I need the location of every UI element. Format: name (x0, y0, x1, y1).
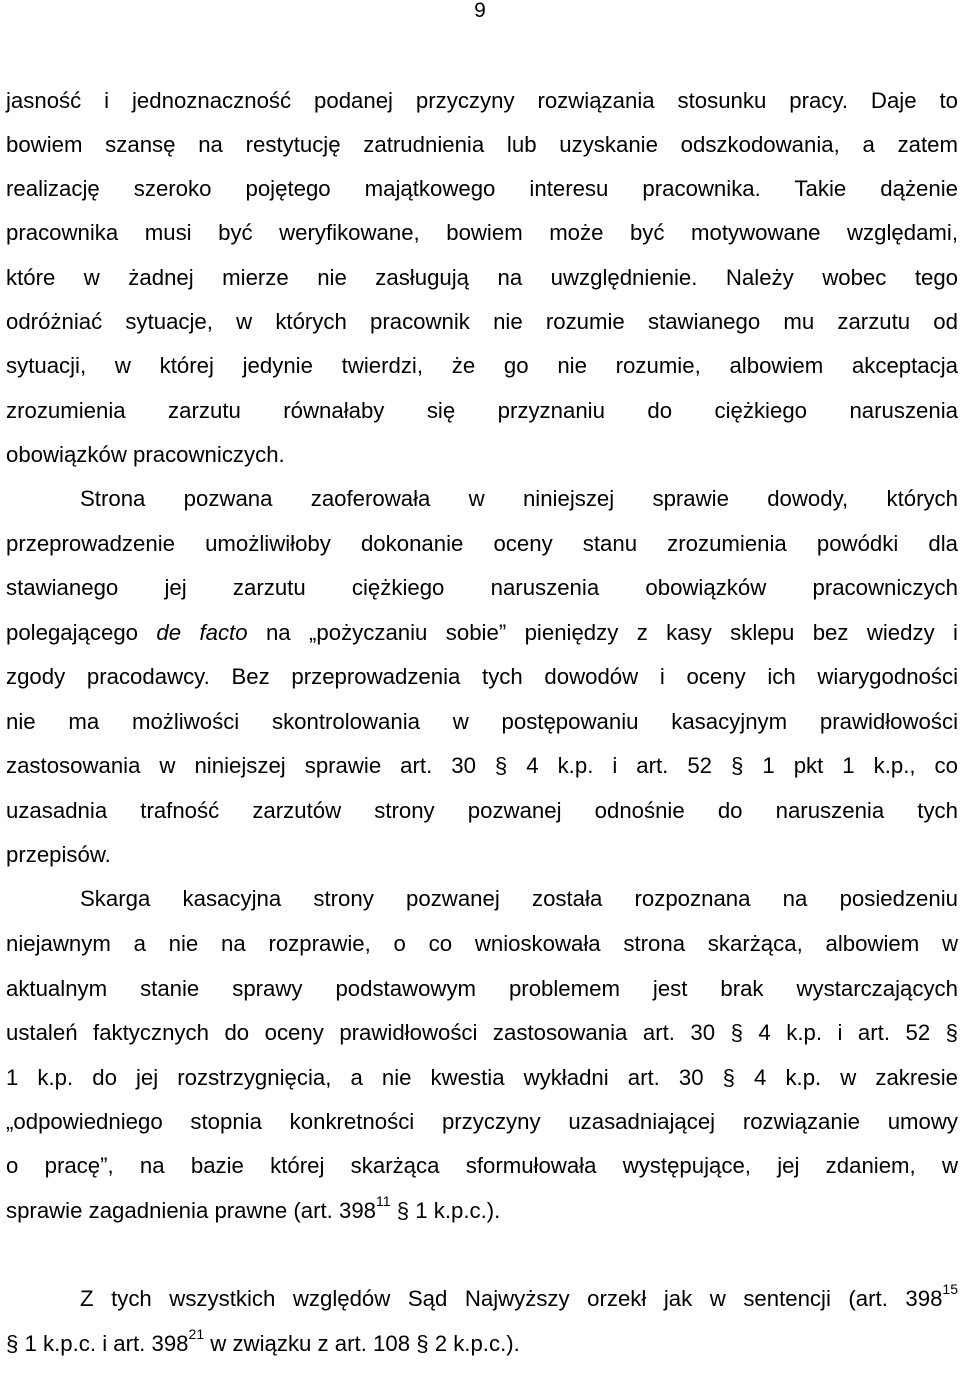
text-line (6, 530, 958, 574)
superscript: 21 (188, 1326, 205, 1342)
text-segment: zastosowania w niniejszej sprawie art. 30 § 4 k.p. i art. 52 § 1 pkt 1 k.p., co (6, 753, 958, 778)
text-segment: zgody pracodawcy. Bez przeprowadzenia tych dowodów i oceny ich wiarygodności (6, 664, 958, 689)
text-segment: ustaleń faktycznych do oceny prawidłowości zastosowania art. 30 § 4 k.p. i art. 52 § (6, 1020, 958, 1045)
text-line (6, 352, 958, 396)
text-line (6, 574, 958, 618)
text-line (6, 485, 958, 529)
text-segment: które w żadnej mierze nie zasługują na uwzględnienie. Należy wobec tego (6, 265, 958, 290)
text-segment: „odpowiedniego stopnia konkretności przyczyny uzasadniającej rozwiązanie umowy (6, 1109, 958, 1134)
text-line (6, 1193, 958, 1241)
italic-text: de facto (156, 620, 248, 645)
text-segment: odróżniać sytuacje, w których pracownik nie rozumie stawianego mu zarzutu od (6, 309, 958, 334)
text-line (6, 930, 958, 974)
text-line (6, 975, 958, 1019)
text-line (6, 1152, 958, 1196)
text-line (6, 1281, 958, 1329)
text-line (6, 397, 958, 441)
text-segment: sytuacji, w której jedynie twierdzi, że go nie rozumie, albowiem akceptacja (6, 353, 958, 378)
text-line (6, 175, 958, 219)
text-segment: uzasadnia trafność zarzutów strony pozwanej odnośnie do naruszenia tych (6, 798, 958, 823)
page-number: 9 (474, 0, 486, 22)
text-segment: § 1 k.p.c.). (390, 1198, 501, 1223)
text-segment: sprawie zagadnienia prawne (art. 398 (6, 1198, 377, 1223)
text-segment: przeprowadzenie umożliwiłoby dokonanie oceny stanu zrozumienia powódki dla (6, 531, 958, 556)
text-segment: aktualnym stanie sprawy podstawowym problemem jest brak wystarczających (6, 976, 958, 1001)
text-segment: na „pożyczaniu sobie” pieniędzy z kasy sklepu bez wiedzy i (247, 620, 958, 645)
text-line (6, 87, 958, 131)
superscript: 11 (376, 1193, 391, 1209)
text-segment: Strona pozwana zaoferowała w niniejszej sprawie dowody, których (80, 486, 958, 511)
text-line (6, 131, 958, 175)
text-segment: polegającego (6, 620, 157, 645)
text-line (6, 841, 958, 885)
text-segment: realizację szeroko pojętego majątkowego interesu pracownika. Takie dążenie (6, 176, 958, 201)
text-segment: zrozumienia zarzutu równałaby się przyznaniu do ciężkiego naruszenia (6, 398, 958, 423)
text-segment: pracownika musi być weryfikowane, bowiem może być motywowane względami, (6, 220, 958, 245)
text-line (6, 1019, 958, 1063)
text-segment: przepisów. (6, 842, 111, 867)
text-line (6, 264, 958, 308)
text-line (6, 1064, 958, 1108)
text-segment: § 1 k.p.c. i art. 398 (6, 1331, 189, 1356)
text-line (6, 708, 958, 752)
text-segment: nie ma możliwości skontrolowania w postępowaniu kasacyjnym prawidłowości (6, 709, 958, 734)
text-line (6, 797, 958, 841)
text-line (6, 885, 958, 929)
text-line (6, 1108, 958, 1152)
text-segment: bowiem szansę na restytucję zatrudnienia lub uzyskanie odszkodowania, a zatem (6, 132, 958, 157)
text-segment: stawianego jej zarzutu ciężkiego naruszenia obowiązków pracowniczych (6, 575, 958, 600)
text-segment: 1 k.p. do jej rozstrzygnięcia, a nie kwestia wykładni art. 30 § 4 k.p. w zakresie (6, 1065, 958, 1090)
superscript: 15 (942, 1281, 958, 1297)
text-line (6, 308, 958, 352)
text-line (6, 752, 958, 796)
text-line (6, 441, 958, 485)
text-line (6, 219, 958, 263)
text-segment: Skarga kasacyjna strony pozwanej została rozpoznana na posiedzeniu (80, 886, 958, 911)
text-segment: jasność i jednoznaczność podanej przyczyny rozwiązania stosunku pracy. Daje to (6, 88, 958, 113)
text-line (6, 1326, 958, 1374)
text-segment: w związku z art. 108 § 2 k.p.c.). (204, 1331, 520, 1356)
text-line (6, 619, 958, 663)
text-segment: niejawnym a nie na rozprawie, o co wnioskowała strona skarżąca, albowiem w (6, 931, 958, 956)
text-line (6, 663, 958, 707)
text-segment: obowiązków pracowniczych. (6, 442, 285, 467)
text-segment: Z tych wszystkich względów Sąd Najwyższy orzekł jak w sentencji (art. 398 (80, 1286, 943, 1311)
text-segment: o pracę”, na bazie której skarżąca sformułowała występujące, jej zdaniem, w (6, 1153, 958, 1178)
